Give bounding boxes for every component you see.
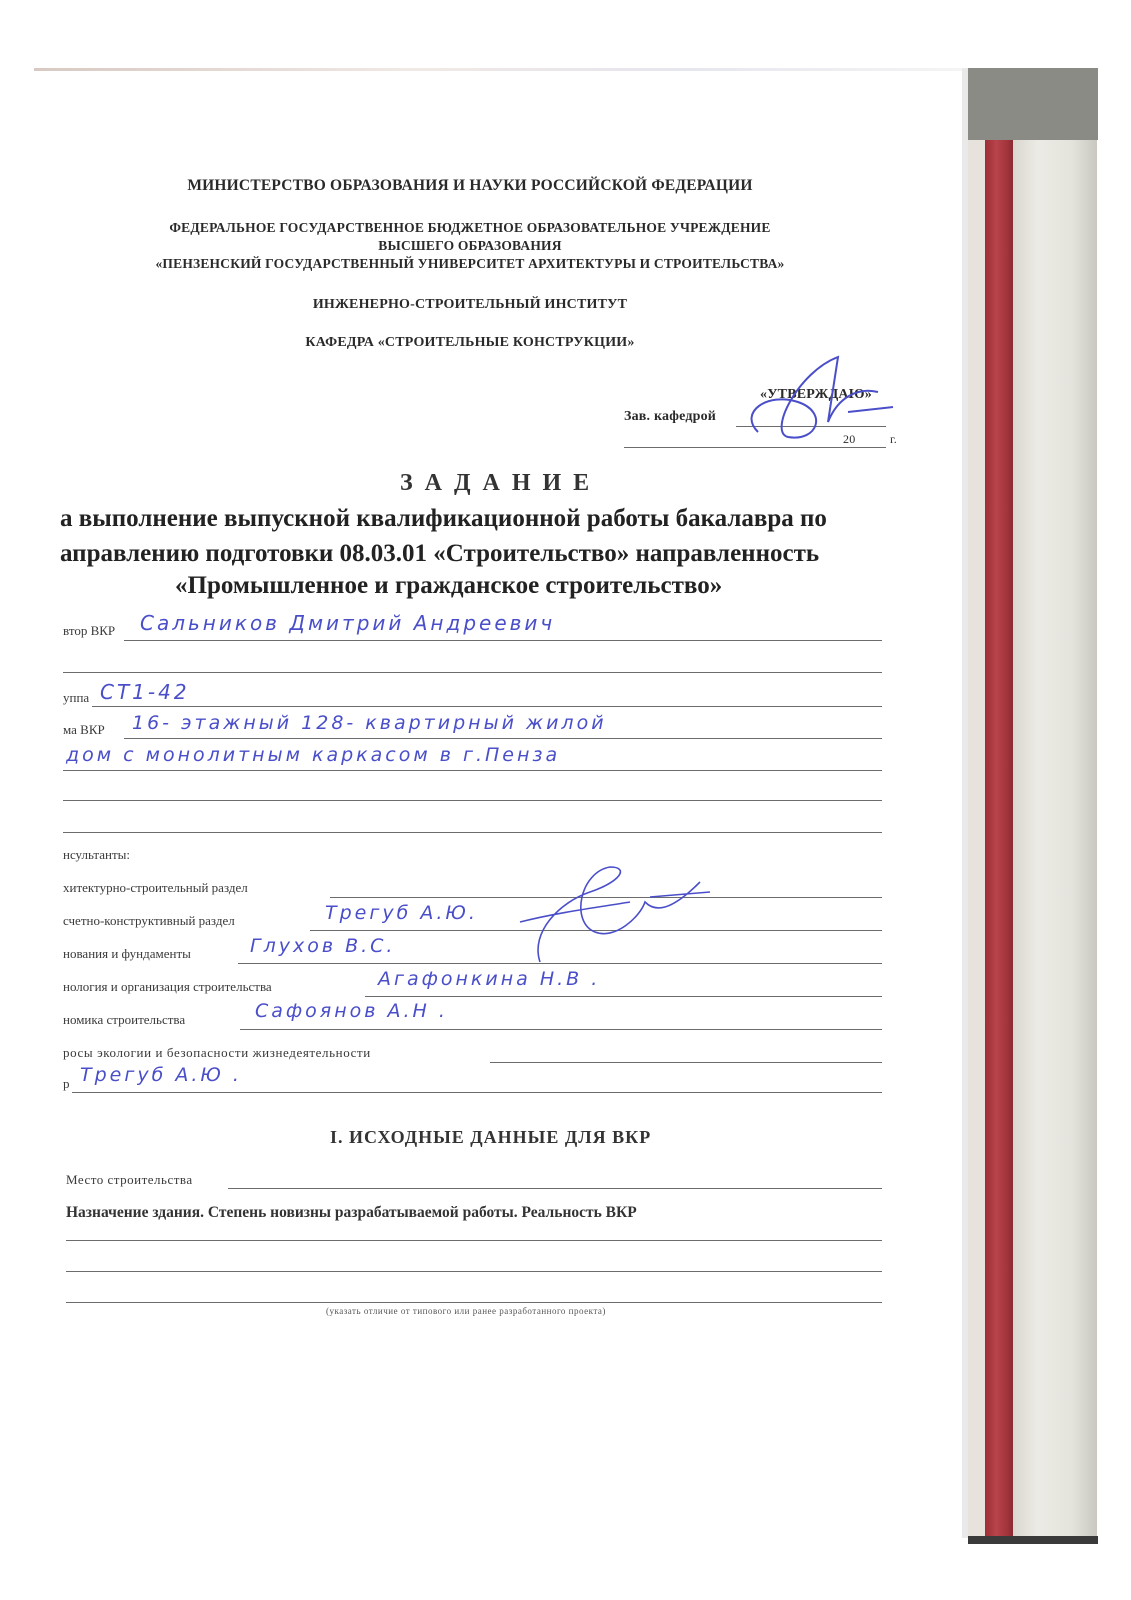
group-label: уппа (63, 690, 90, 705)
author-value: Сальников Дмитрий Андреевич (140, 611, 556, 635)
head-of-department-label: Зав. кафедрой (624, 409, 717, 424)
purpose-line-1 (66, 1240, 882, 1241)
place-line (228, 1188, 882, 1189)
purpose-line-2 (66, 1271, 882, 1272)
binding-bottom (968, 1536, 1098, 1544)
consultant-label-architecture: хитектурно-строительный раздел (63, 880, 248, 895)
topic-value-1: 16- этажный 128- квартирный жилой (132, 712, 607, 734)
consultant-value-technology: Агафонкина Н.В . (378, 968, 601, 990)
consultant-signature (500, 862, 720, 972)
consultant-label-foundations: нования и фундаменты (63, 946, 191, 961)
consultant-value-normcontrol: Трегуб А.Ю . (80, 1064, 242, 1086)
title-line-3: «Промышленное и гражданское строительство» (175, 572, 723, 599)
purpose-note: (указать отличие от типового или ранее разработанного проекта) (326, 1306, 606, 1316)
year-prefix: 20 (843, 432, 856, 446)
consultant-label-technology: нология и организация строительства (63, 979, 272, 994)
author-label: втор ВКР (63, 623, 116, 638)
title-line-2: аправлению подготовки 08.03.01 «Строительство» направленность (60, 540, 820, 567)
scan-top-edge (34, 68, 964, 71)
institution-line-3: «ПЕНЗЕНСКИЙ ГОСУДАРСТВЕННЫЙ УНИВЕРСИТЕТ АРХИТЕКТУРЫ И СТРОИТЕЛЬСТВА» (155, 256, 785, 271)
institute-heading: ИНЖЕНЕРНО-СТРОИТЕЛЬНЫЙ ИНСТИТУТ (312, 297, 628, 312)
blank-line-3 (63, 832, 882, 833)
institution-line-2: ВЫСШЕГО ОБРАЗОВАНИЯ (378, 238, 562, 253)
consultant-line-economics (240, 1029, 882, 1030)
consultant-line-technology (365, 996, 882, 997)
consultant-label-structural: счетно-конструктивный раздел (63, 913, 235, 928)
ministry-heading: МИНИСТЕРСТВО ОБРАЗОВАНИЯ И НАУКИ РОССИЙСКОЙ ФЕДЕРАЦИИ (187, 177, 753, 194)
purpose-label: Назначение здания. Степень новизны разрабатываемой работы. Реальность ВКР (66, 1204, 637, 1221)
binding-gray-strip (1013, 140, 1097, 1540)
approve-label: «УТВЕРЖДАЮ» (760, 387, 872, 402)
year-suffix: г. (890, 432, 897, 446)
consultant-value-structural: Трегуб А.Ю. (325, 902, 478, 924)
consultants-heading: нсультанты: (63, 847, 130, 862)
consultant-line-ecology (490, 1062, 882, 1063)
group-line (92, 706, 882, 707)
binding-red-cover (985, 80, 1013, 1540)
binding-top (968, 68, 1098, 140)
head-signature (728, 352, 898, 452)
topic-label: ма ВКР (63, 722, 105, 737)
topic-line-2 (63, 770, 882, 771)
binding-edge (968, 80, 985, 1540)
title-line-1: а выполнение выпускной квалификационной работы бакалавра по (60, 505, 827, 532)
consultant-label-economics: номика строительства (63, 1012, 186, 1027)
document-title: З А Д А Н И Е (400, 470, 593, 496)
blank-line-1 (63, 672, 882, 673)
section-1-title: I. ИСХОДНЫЕ ДАННЫЕ ДЛЯ ВКР (330, 1127, 652, 1147)
department-heading: КАФЕДРА «СТРОИТЕЛЬНЫЕ КОНСТРУКЦИИ» (305, 335, 635, 350)
consultant-line-normcontrol (72, 1092, 882, 1093)
purpose-line-3 (66, 1302, 882, 1303)
place-label: Место строительства (66, 1172, 193, 1187)
consultant-value-foundations: Глухов В.С. (250, 935, 396, 957)
consultant-label-normcontrol: р (63, 1076, 70, 1091)
author-line (124, 640, 882, 641)
institution-line-1: ФЕДЕРАЛЬНОЕ ГОСУДАРСТВЕННОЕ БЮДЖЕТНОЕ ОБРАЗОВАТЕЛЬНОЕ УЧРЕЖДЕНИЕ (169, 220, 771, 235)
group-value: СТ1-42 (100, 680, 190, 704)
topic-line-1 (124, 738, 882, 739)
blank-line-2 (63, 800, 882, 801)
consultant-value-economics: Сафоянов А.Н . (255, 1000, 448, 1022)
consultant-label-ecology: росы экологии и безопасности жизнедеятельности (63, 1045, 371, 1060)
topic-value-2: дом с монолитным каркасом в г.Пенза (66, 744, 561, 766)
